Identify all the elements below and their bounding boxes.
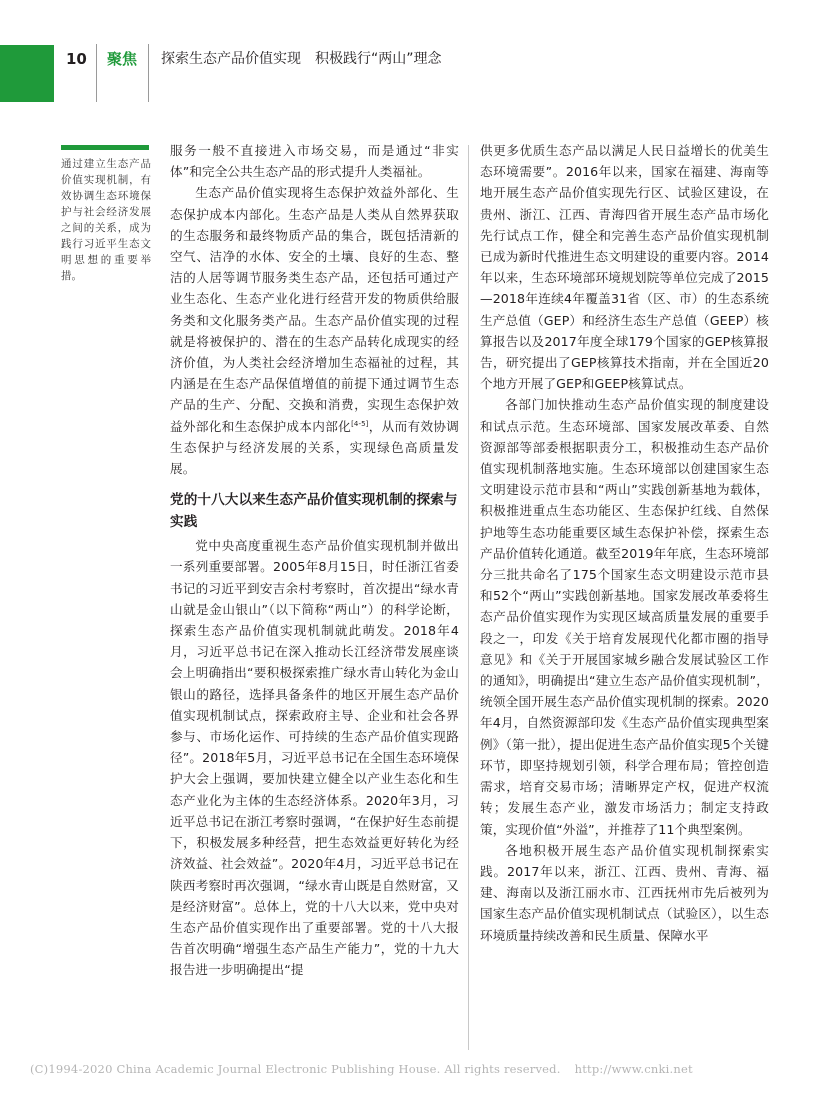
section-color-block <box>0 45 54 102</box>
section-heading: 党的十八大以来生态产品价值实现机制的探索与实践 <box>170 492 458 531</box>
section-label: 聚焦 <box>107 50 138 68</box>
citation: [4-5] <box>351 419 369 428</box>
page-number: 10 <box>66 50 87 68</box>
paragraph: 党中央高度重视生态产品价值实现机制并做出一系列重要部署。2005年8月15日，时任浙江省委书记的习近平到安吉余村考察时，首次提出“绿水青山就是金山银山”（以下简称“两山”）的科学论断，探索生态产品价值实现机制就此萌发。2018年4月，习近平总书记在深入推动长江经济带发展座谈会上明确指出“要积极探索推广绿水青山转化为金山银山的路径，选择具备条件的地区开展生态产品价值实现机制试点，探索政府主导、企业和社会各界参与、市场化运作、可持续的生态产品价值实现路径”。2018年5月，习近平总书记在全国生态环境保护大会上强调，要加快建立健全以产业生态化和生态产业化为主体的生态经济体系。2020年3月，习近平总书记在浙江考察时强调，“在保护好生态前提下，积极发展多种经营，把生态效益更好转化为经济效益、社会效益”。2020年4月，习近平总书记在陕西考察时再次强调，“绿水青山既是自然财富，又是经济财富”。总体上，党的十八大以来，党中央对生态产品价值实现作出了重要部署。党的十八大报告首次明确“增强生态产品生产能力”，党的十九大报告进一步明确提出“提 <box>170 538 459 978</box>
footer-url: http://www.cnki.net <box>574 1062 693 1076</box>
copyright-text: (C)1994-2020 China Academic Journal Electronic Publishing House. All rights reserved. <box>30 1062 561 1076</box>
column-divider <box>468 145 469 1050</box>
header-divider-2 <box>148 44 149 102</box>
paragraph: 各部门加快推动生态产品价值实现的制度建设和试点示范。生态环境部、国家发展改革委、自然资源部等部委根据职责分工，积极推动生态产品价值实现机制落地实施。生态环境部以创建国家生态文明建设示范市县和“两山”实践创新基地为载体，积极推进重点生态功能区、生态保护红线、自然保护地等生态功能重要区域生态保护补偿，探索生态产品价值转化通道。截至2019年年底，生态环境部分三批共命名了175个国家生态文明建设示范市县和52个“两山”实践创新基地。国家发展改革委将生态产品价值实现作为实现区域高质量发展的重要手段之一，印发《关于培育发展现代化都市圈的指导意见》和《关于开展国家城乡融合发展试验区工作的通知》，明确提出“建立生态产品价值实现机制”，统领全国开展生态产品价值实现机制的探索。2020年4月，自然资源部印发《生态产品价值实现典型案例》（第一批），提出促进生态产品价值实现5个关键环节，即坚持规划引领，科学合理布局；管控创造需求，培育交易市场；清晰界定产权，促进产权流转；发展生态产业，激发市场活力；制定支持政策，实现价值“外溢”，并推荐了11个典型案例。 <box>480 397 769 837</box>
article-title: 探索生态产品价值实现 积极践行“两山”理念 <box>161 51 442 67</box>
paragraph: 服务一般不直接进入市场交易，而是通过“非实体”和完全公共生态产品的形式提升人类福祉。 <box>170 143 459 180</box>
column-left <box>170 140 459 981</box>
column-right <box>480 140 769 946</box>
paragraph: 各地积极开展生态产品价值实现机制探索实践。2017年以来，浙江、江西、贵州、青海、福建、海南以及浙江丽水市、江西抚州市先后被列为国家生态产品价值实现机制试点（试验区），以生态环境质量持续改善和民生质量、保障水平 <box>480 842 769 943</box>
footer-watermark <box>30 1062 800 1076</box>
paragraph-text: 生态产品价值实现将生态保护效益外部化、生态保护成本内部化。生态产品是人类从自然界获取的生态服务和最终物质产品的集合，既包括清新的空气、洁净的水体、安全的土壤、良好的生态、整洁的人居等调节服务类生态产品，还包括可通过产业生态化、生态产业化进行经营开发的物质供给服务类和文化服务类产品。生态产品价值实现的过程就是将被保护的、潜在的生态产品转化成现实的经济价值，为人类社会经济增加生态福祉的过程，其内涵是在生态产品保值增值的前提下通过调节生态产品的生产、分配、交换和消费，实现生态保护效益外部化和生态保护成本内部化 <box>170 185 459 434</box>
paragraph <box>170 182 459 479</box>
sidebar-note: 通过建立生态产品价值实现机制，有效协调生态环境保护与社会经济发展之间的关系，成为践行习近平生态文明思想的重要举措。 <box>61 158 151 282</box>
paragraph: 供更多优质生态产品以满足人民日益增长的优美生态环境需要”。2016年以来，国家在福建、海南等地开展生态产品价值实现先行区、试验区建设，在贵州、浙江、江西、青海四省开展生态产品市场化先行试点工作，健全和完善生态产品价值实现机制已成为新时代推进生态文明建设的重要内容。2014年以来，生态环境部环境规划院等单位完成了2015—2018年连续4年覆盖31省（区、市）的生态系统生产总值（GEP）和经济生态生产总值（GEEP）核算报告以及2017年度全球179个国家的GEP核算报告，研究提出了GEP核算技术指南，并在全国近20个地方开展了GEP和GEEP核算试点。 <box>480 143 769 392</box>
paragraph-tail: ，从而有效协调生态保护与经济发展的关系，实现绿色高质量发展。 <box>170 418 459 477</box>
sidebar-accent-bar <box>61 145 149 150</box>
header-divider-1 <box>96 44 97 102</box>
